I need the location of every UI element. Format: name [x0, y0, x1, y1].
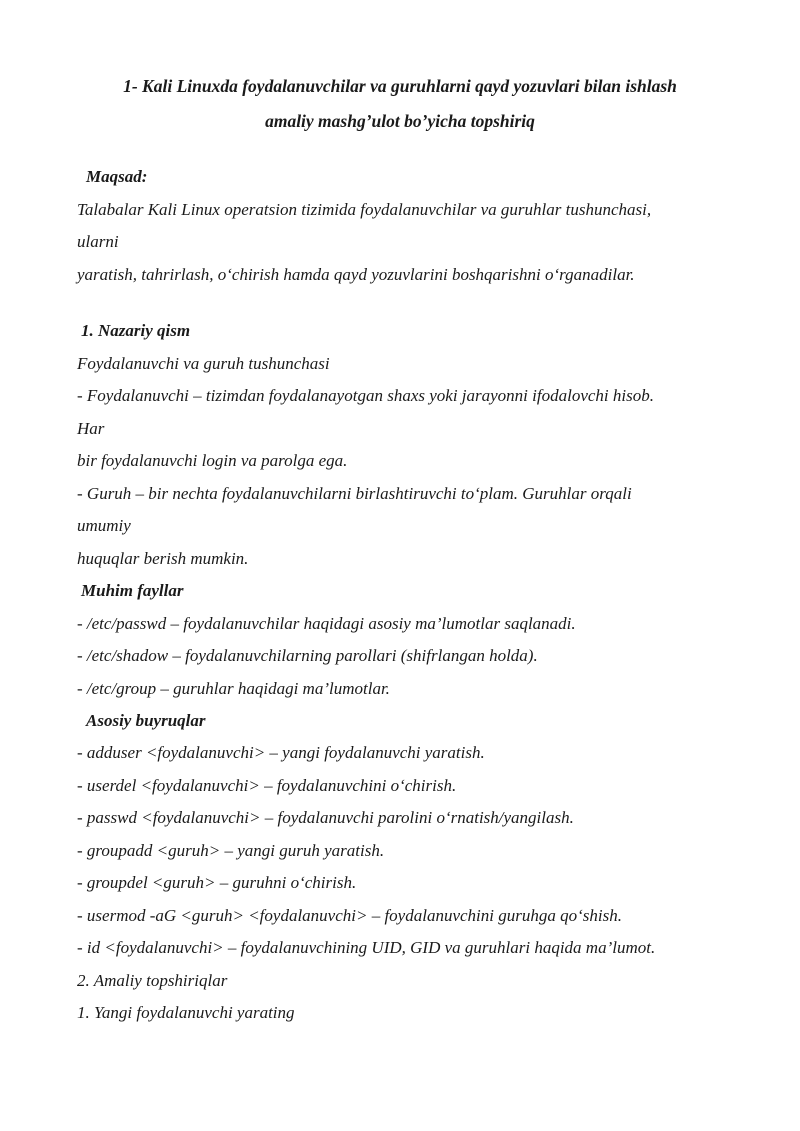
maqsad-text-line2: ularni — [77, 232, 119, 251]
nazariy-line: bir foydalanuvchi login va parolga ega. — [77, 451, 348, 470]
nazariy-line: Har — [77, 419, 105, 438]
amaliy-heading: 2. Amaliy topshiriqlar — [77, 971, 228, 990]
buyruqlar-heading: Asosiy buyruqlar — [86, 711, 206, 730]
buyruqlar-item: - groupdel <guruh> – guruhni o‘chirish. — [77, 873, 357, 892]
buyruqlar-item: - usermod -aG <guruh> <foydalanuvchi> – foydalanuvchini guruhga qo‘shish. — [77, 906, 622, 925]
fayllar-item: - /etc/passwd – foydalanuvchilar haqidagi asosiy ma’lumotlar saqlanadi. — [77, 614, 576, 633]
maqsad-heading: Maqsad: — [86, 167, 148, 186]
maqsad-text-line1: Talabalar Kali Linux operatsion tizimida foydalanuvchilar va guruhlar tushunchasi, — [77, 200, 652, 219]
nazariy-subheading: Foydalanuvchi va guruh tushunchasi — [77, 354, 330, 373]
nazariy-heading: 1. Nazariy qism — [81, 321, 191, 340]
buyruqlar-item: - adduser <foydalanuvchi> – yangi foydalanuvchi yaratish. — [77, 743, 485, 762]
buyruqlar-item: - id <foydalanuvchi> – foydalanuvchining UID, GID va guruhlari haqida ma’lumot. — [77, 938, 656, 957]
buyruqlar-item: - userdel <foydalanuvchi> – foydalanuvchini o‘chirish. — [77, 776, 457, 795]
fayllar-item: - /etc/shadow – foydalanuvchilarning parollari (shifrlangan holda). — [77, 646, 538, 665]
buyruqlar-item: - passwd <foydalanuvchi> – foydalanuvchi parolini o‘rnatish/yangilash. — [77, 808, 574, 827]
fayllar-heading: Muhim fayllar — [81, 581, 184, 600]
nazariy-line: umumiy — [77, 516, 131, 535]
document-title-line2: amaliy mashg’ulot bo’yicha topshiriq — [265, 111, 535, 131]
nazariy-line: - Guruh – bir nechta foydalanuvchilarni birlashtiruvchi to‘plam. Guruhlar orqali — [77, 484, 632, 503]
nazariy-line: - Foydalanuvchi – tizimdan foydalanayotgan shaxs yoki jarayonni ifodalovchi hisob. — [77, 386, 654, 405]
nazariy-line: huquqlar berish mumkin. — [77, 549, 249, 568]
amaliy-task-1: 1. Yangi foydalanuvchi yarating — [77, 1003, 295, 1022]
fayllar-item: - /etc/group – guruhlar haqidagi ma’lumotlar. — [77, 679, 390, 698]
maqsad-text-line3: yaratish, tahrirlash, o‘chirish hamda qayd yozuvlarini boshqarishni o‘rganadilar. — [77, 265, 635, 284]
document-title-line1: 1- Kali Linuxda foydalanuvchilar va guruhlarni qayd yozuvlari bilan ishlash — [123, 76, 677, 96]
buyruqlar-item: - groupadd <guruh> – yangi guruh yaratish. — [77, 841, 385, 860]
